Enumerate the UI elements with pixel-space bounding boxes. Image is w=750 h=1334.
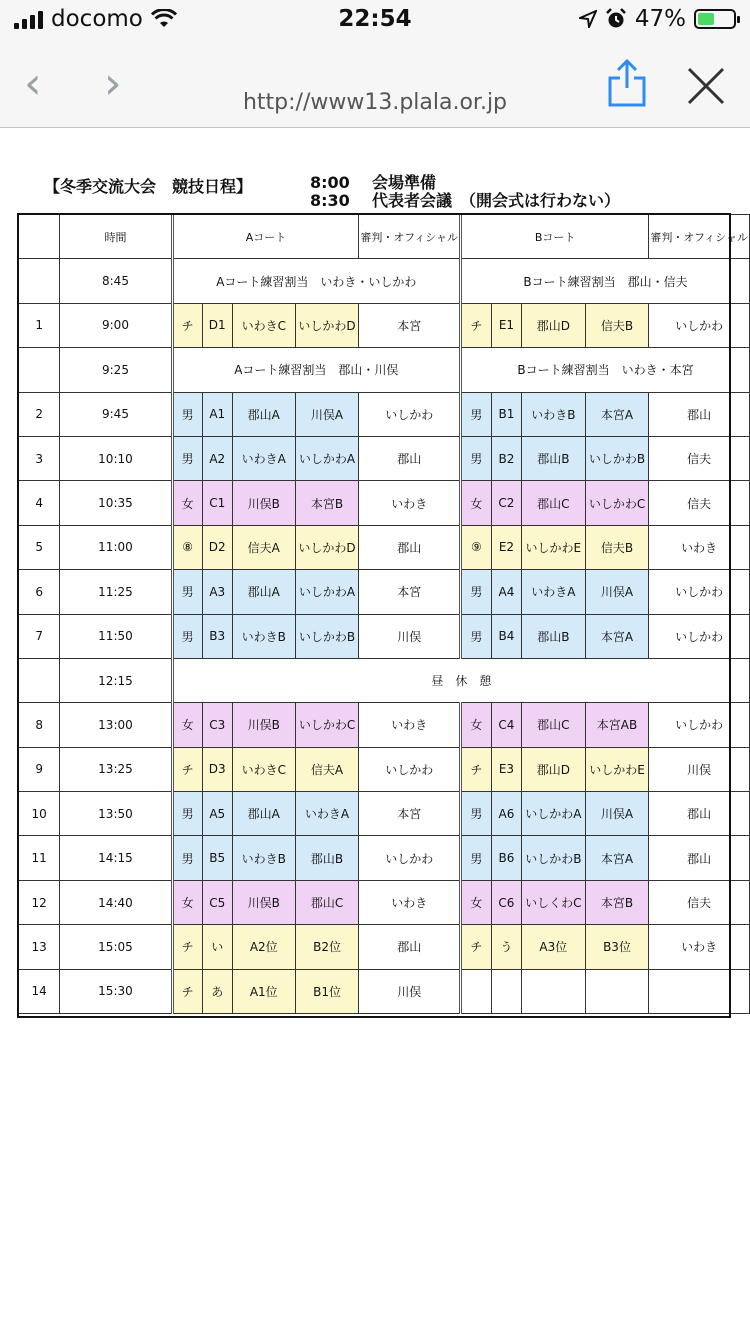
court-a-team-2: いわきA: [295, 792, 359, 836]
table-row: [19, 259, 750, 303]
row-time: 9:45: [60, 392, 172, 436]
court-a-match-code: B5: [202, 836, 232, 880]
court-b-division: 女: [460, 880, 491, 924]
court-b-division: 男: [460, 836, 491, 880]
court-a-division: ⑧: [172, 525, 202, 569]
court-a-match-code: C1: [202, 481, 232, 525]
court-b-official: 郡山: [649, 392, 750, 436]
schedule-time: 8:00: [310, 173, 350, 192]
court-a-match-code: A3: [202, 570, 232, 614]
court-a-team-1: 川俣B: [232, 703, 295, 747]
court-b-official: いしかわ: [649, 570, 750, 614]
court-a-team-2: いしかわD: [295, 303, 359, 347]
court-a-team-1: いわきC: [232, 303, 295, 347]
court-b-team-2: 川俣A: [585, 792, 649, 836]
court-a-practice: Aコート練習割当 いわき・いしかわ: [172, 259, 460, 303]
court-b-team-2: 本宮A: [585, 836, 649, 880]
schedule-text: 会場準備: [372, 173, 437, 192]
schedule-text: 代表者会議 （開会式は行わない）: [372, 191, 621, 210]
back-button[interactable]: ‹: [24, 58, 42, 109]
court-b-division: 男: [460, 570, 491, 614]
court-a-division: チ: [172, 969, 202, 1013]
court-b-team-2: いしかわB: [585, 436, 649, 480]
table-row: [19, 525, 750, 569]
court-b-team-1: 郡山D: [522, 303, 586, 347]
court-b-official: 川俣: [649, 747, 750, 791]
court-a-official: いしかわ: [359, 747, 461, 791]
lunch-break: 昼 休 憩: [172, 658, 749, 702]
table-row: [19, 481, 750, 525]
court-b-official: 郡山: [649, 836, 750, 880]
court-b-team-2: 本宮A: [585, 614, 649, 658]
court-a-practice: Aコート練習割当 郡山・川俣: [172, 348, 460, 392]
court-a-official: 郡山: [359, 525, 461, 569]
row-time: 11:00: [60, 525, 172, 569]
court-b-match-code: A6: [491, 792, 521, 836]
court-b-division: 女: [460, 481, 491, 525]
court-a-division: 男: [172, 570, 202, 614]
court-b-division: チ: [460, 303, 491, 347]
court-a-team-2: いしかわB: [295, 614, 359, 658]
table-row: [19, 703, 750, 747]
table-row: [19, 303, 750, 347]
court-b-team-1: いしかわA: [522, 792, 586, 836]
court-a-official: いわき: [359, 703, 461, 747]
schedule-item: [310, 174, 620, 192]
share-icon[interactable]: [606, 58, 648, 108]
row-time: 9:25: [60, 348, 172, 392]
court-a-team-2: いしかわA: [295, 436, 359, 480]
court-b-team-1: 郡山D: [522, 747, 586, 791]
table-row: [19, 348, 750, 392]
court-b-team-2: いしかわE: [585, 747, 649, 791]
court-b-team-1: いわきA: [522, 570, 586, 614]
row-number: [19, 348, 60, 392]
alarm-icon: [605, 8, 627, 30]
battery-percent: 47%: [634, 6, 686, 32]
court-b-team-2: [585, 969, 649, 1013]
table-row: [19, 836, 750, 880]
court-a-team-1: 川俣B: [232, 880, 295, 924]
court-a-team-1: いわきB: [232, 836, 295, 880]
court-b-team-1: いしくわC: [522, 880, 586, 924]
court-b-team-1: A3位: [522, 925, 586, 969]
court-a-division: 女: [172, 481, 202, 525]
court-b-match-code: E3: [491, 747, 521, 791]
court-b-practice: Bコート練習割当 郡山・信夫: [460, 259, 749, 303]
row-time: 11:50: [60, 614, 172, 658]
status-right: [579, 6, 736, 32]
row-time: 13:25: [60, 747, 172, 791]
court-a-match-code: A1: [202, 392, 232, 436]
court-a-official: いわき: [359, 880, 461, 924]
court-a-team-2: 川俣A: [295, 392, 359, 436]
row-number: 10: [19, 792, 60, 836]
court-b-match-code: C2: [491, 481, 521, 525]
court-a-team-2: 信夫A: [295, 747, 359, 791]
court-a-division: 女: [172, 880, 202, 924]
court-b-official: いしかわ: [649, 614, 750, 658]
court-b-match-code: B4: [491, 614, 521, 658]
location-icon: [579, 10, 597, 28]
court-a-division: 男: [172, 792, 202, 836]
row-time: 15:05: [60, 925, 172, 969]
schedule-table: [18, 214, 750, 1014]
table-row: [19, 792, 750, 836]
header-time: 時間: [60, 215, 172, 259]
court-a-division: チ: [172, 747, 202, 791]
row-number: 7: [19, 614, 60, 658]
court-a-match-code: D1: [202, 303, 232, 347]
court-b-division: [460, 969, 491, 1013]
court-a-official: 本宮: [359, 792, 461, 836]
header-court-a: Aコート: [172, 215, 359, 259]
court-a-team-2: いしかわA: [295, 570, 359, 614]
court-b-team-2: 信夫B: [585, 303, 649, 347]
court-a-match-code: B3: [202, 614, 232, 658]
court-b-practice: Bコート練習割当 いわき・本宮: [460, 348, 749, 392]
court-b-official: いわき: [649, 925, 750, 969]
row-number: 5: [19, 525, 60, 569]
court-a-team-1: A1位: [232, 969, 295, 1013]
row-number: [19, 259, 60, 303]
court-b-official: いしかわ: [649, 303, 750, 347]
court-a-team-2: いしかわD: [295, 525, 359, 569]
row-number: 9: [19, 747, 60, 791]
table-header-row: [19, 215, 750, 259]
court-b-division: 男: [460, 436, 491, 480]
opening-schedule: [310, 174, 620, 210]
court-b-division: チ: [460, 747, 491, 791]
court-a-official: 川俣: [359, 614, 461, 658]
table-row: [19, 925, 750, 969]
court-b-match-code: E1: [491, 303, 521, 347]
court-a-official: 郡山: [359, 925, 461, 969]
court-b-official: 信夫: [649, 880, 750, 924]
court-a-match-code: A2: [202, 436, 232, 480]
court-a-team-2: B1位: [295, 969, 359, 1013]
court-b-match-code: B1: [491, 392, 521, 436]
row-time: 10:10: [60, 436, 172, 480]
row-number: 6: [19, 570, 60, 614]
row-number: 8: [19, 703, 60, 747]
row-time: 11:25: [60, 570, 172, 614]
court-b-official: [649, 969, 750, 1013]
row-number: 11: [19, 836, 60, 880]
table-row: [19, 392, 750, 436]
court-b-division: 男: [460, 392, 491, 436]
court-a-team-1: 郡山A: [232, 792, 295, 836]
court-a-team-2: 本宮B: [295, 481, 359, 525]
court-b-team-1: 郡山C: [522, 703, 586, 747]
court-a-team-1: 川俣B: [232, 481, 295, 525]
court-b-division: 男: [460, 792, 491, 836]
court-b-team-1: 郡山B: [522, 614, 586, 658]
court-a-official: いわき: [359, 481, 461, 525]
court-b-official: 信夫: [649, 436, 750, 480]
court-b-division: チ: [460, 925, 491, 969]
court-b-match-code: B6: [491, 836, 521, 880]
court-a-match-code: D2: [202, 525, 232, 569]
row-time: 8:45: [60, 259, 172, 303]
court-a-team-1: いわきC: [232, 747, 295, 791]
court-b-team-1: [522, 969, 586, 1013]
row-time: 14:15: [60, 836, 172, 880]
court-a-team-1: 郡山A: [232, 570, 295, 614]
document-page: [0, 128, 750, 1334]
header-official-a: 審判・オフィシャル: [359, 215, 461, 259]
court-b-team-2: 本宮A: [585, 392, 649, 436]
court-a-team-1: 信夫A: [232, 525, 295, 569]
header-no: [19, 215, 60, 259]
table-row: [19, 570, 750, 614]
court-a-match-code: あ: [202, 969, 232, 1013]
row-number: 12: [19, 880, 60, 924]
row-number: 14: [19, 969, 60, 1013]
court-a-official: 本宮: [359, 303, 461, 347]
header-official-b: 審判・オフィシャル: [649, 215, 750, 259]
court-a-match-code: A5: [202, 792, 232, 836]
court-a-match-code: D3: [202, 747, 232, 791]
court-a-team-2: いしかわC: [295, 703, 359, 747]
row-time: 13:00: [60, 703, 172, 747]
court-a-official: 川俣: [359, 969, 461, 1013]
court-a-official: 本宮: [359, 570, 461, 614]
court-a-team-1: いわきB: [232, 614, 295, 658]
court-b-division: 女: [460, 703, 491, 747]
court-a-division: チ: [172, 925, 202, 969]
schedule-item: [310, 192, 620, 210]
clock: 22:54: [338, 6, 412, 32]
close-icon[interactable]: [684, 64, 728, 108]
row-time: 12:15: [60, 658, 172, 702]
court-b-team-2: 川俣A: [585, 570, 649, 614]
court-b-team-1: いしかわE: [522, 525, 586, 569]
court-a-team-2: B2位: [295, 925, 359, 969]
court-b-match-code: B2: [491, 436, 521, 480]
court-b-team-2: B3位: [585, 925, 649, 969]
court-a-division: 男: [172, 836, 202, 880]
forward-button[interactable]: ›: [104, 58, 122, 109]
court-a-division: 男: [172, 614, 202, 658]
battery-icon: [694, 9, 736, 29]
row-number: [19, 658, 60, 702]
header-court-b: Bコート: [460, 215, 648, 259]
browser-toolbar: [0, 40, 750, 128]
court-b-match-code: C4: [491, 703, 521, 747]
court-b-match-code: [491, 969, 521, 1013]
row-number: 2: [19, 392, 60, 436]
table-row: [19, 880, 750, 924]
court-b-team-2: 本宮AB: [585, 703, 649, 747]
court-b-official: いしかわ: [649, 703, 750, 747]
status-bar: [0, 0, 750, 40]
table-row: [19, 614, 750, 658]
row-number: 13: [19, 925, 60, 969]
table-row: [19, 969, 750, 1013]
row-time: 14:40: [60, 880, 172, 924]
court-b-team-1: いしかわB: [522, 836, 586, 880]
court-a-match-code: い: [202, 925, 232, 969]
court-a-official: いしかわ: [359, 392, 461, 436]
page-title: 【冬季交流大会 競技日程】: [44, 177, 253, 196]
court-b-official: 信夫: [649, 481, 750, 525]
court-b-team-2: 本宮B: [585, 880, 649, 924]
court-a-team-1: いわきA: [232, 436, 295, 480]
court-b-match-code: E2: [491, 525, 521, 569]
court-b-team-1: いわきB: [522, 392, 586, 436]
table-row: [19, 658, 750, 702]
court-a-division: チ: [172, 303, 202, 347]
row-number: 4: [19, 481, 60, 525]
court-a-official: 郡山: [359, 436, 461, 480]
table-row: [19, 436, 750, 480]
court-b-team-2: いしかわC: [585, 481, 649, 525]
court-b-team-1: 郡山C: [522, 481, 586, 525]
court-b-division: 男: [460, 614, 491, 658]
url-label[interactable]: http://www13.plala.or.jp: [242, 90, 508, 115]
court-a-team-1: A2位: [232, 925, 295, 969]
court-b-official: いわき: [649, 525, 750, 569]
table-row: [19, 747, 750, 791]
court-b-team-2: 信夫B: [585, 525, 649, 569]
row-time: 13:50: [60, 792, 172, 836]
row-number: 3: [19, 436, 60, 480]
court-a-team-2: 郡山C: [295, 880, 359, 924]
court-a-match-code: C3: [202, 703, 232, 747]
court-a-team-2: 郡山B: [295, 836, 359, 880]
court-b-match-code: う: [491, 925, 521, 969]
court-a-team-1: 郡山A: [232, 392, 295, 436]
court-b-team-1: 郡山B: [522, 436, 586, 480]
court-b-match-code: A4: [491, 570, 521, 614]
court-b-match-code: C6: [491, 880, 521, 924]
schedule-time: 8:30: [310, 191, 350, 210]
row-time: 9:00: [60, 303, 172, 347]
row-time: 15:30: [60, 969, 172, 1013]
carrier-name: docomo: [51, 6, 143, 32]
court-a-match-code: C5: [202, 880, 232, 924]
court-a-division: 女: [172, 703, 202, 747]
court-a-division: 男: [172, 436, 202, 480]
court-b-division: ⑨: [460, 525, 491, 569]
court-a-official: いしかわ: [359, 836, 461, 880]
row-time: 10:35: [60, 481, 172, 525]
row-number: 1: [19, 303, 60, 347]
court-b-official: 郡山: [649, 792, 750, 836]
court-a-division: 男: [172, 392, 202, 436]
